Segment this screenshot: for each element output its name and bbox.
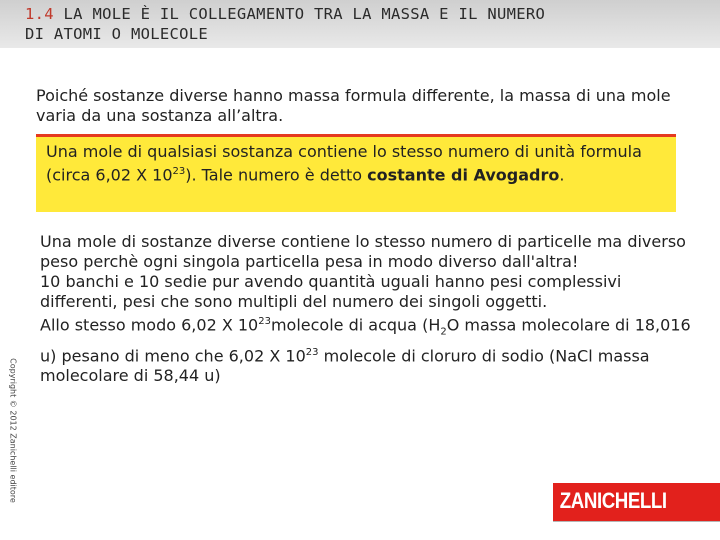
avogadro-term: costante di Avogadro xyxy=(367,165,560,185)
page-title xyxy=(25,4,705,44)
body-line-3c: O massa molecolare di 18,016 u) pesano di meno che 6,02 X 10 xyxy=(40,315,691,365)
copyright-notice: Copyright © 2012 Zanichelli editore xyxy=(8,358,18,503)
logo-underline xyxy=(553,521,720,522)
definition-box xyxy=(36,134,676,212)
subscript-2: 2 xyxy=(440,326,447,338)
body-line-1: Una mole di sostanze diverse contiene lo stesso numero di particelle ma diverso peso perchè ogni singola particella pesa in modo diverso dall'altra! xyxy=(40,232,686,271)
exponent-1: 23 xyxy=(258,316,271,327)
logo-text: ZANICHELLI xyxy=(559,488,667,513)
definition-exponent: 23 xyxy=(172,166,186,177)
body-line-3d: molecole di cloruro di sodio (NaCl massa molecolare di 58,44 u) xyxy=(40,345,650,385)
definition-text-2: ). Tale numero è detto xyxy=(185,165,368,185)
body-line-3 xyxy=(40,312,700,386)
body-line-3a: Allo stesso modo 6,02 X 10 xyxy=(40,315,259,335)
intro-paragraph: Poiché sostanze diverse hanno massa formula differente, la massa di una mole varia da una sostanza all’altra. xyxy=(36,86,671,125)
exponent-2: 23 xyxy=(305,346,319,358)
definition-end: . xyxy=(559,165,565,185)
section-number: 1.4 xyxy=(25,5,54,23)
body-paragraph xyxy=(40,232,700,386)
body-line-2: 10 banchi e 10 sedie pur avendo quantità uguali hanno pesi complessivi differenti, pesi che sono multipli del numero dei singoli oggetti. xyxy=(40,272,622,311)
definition-text: Una mole di qualsiasi sostanza contiene lo stesso numero di unità formula (circa 6,02 X 10 xyxy=(46,142,642,185)
title-line2: DI ATOMI O MOLECOLE xyxy=(25,25,209,43)
body-line-3b: molecole di acqua (H xyxy=(270,315,441,335)
title-line1: LA MOLE È IL COLLEGAMENTO TRA LA MASSA E IL NUMERO xyxy=(63,5,546,23)
zanichelli-logo xyxy=(553,483,720,521)
